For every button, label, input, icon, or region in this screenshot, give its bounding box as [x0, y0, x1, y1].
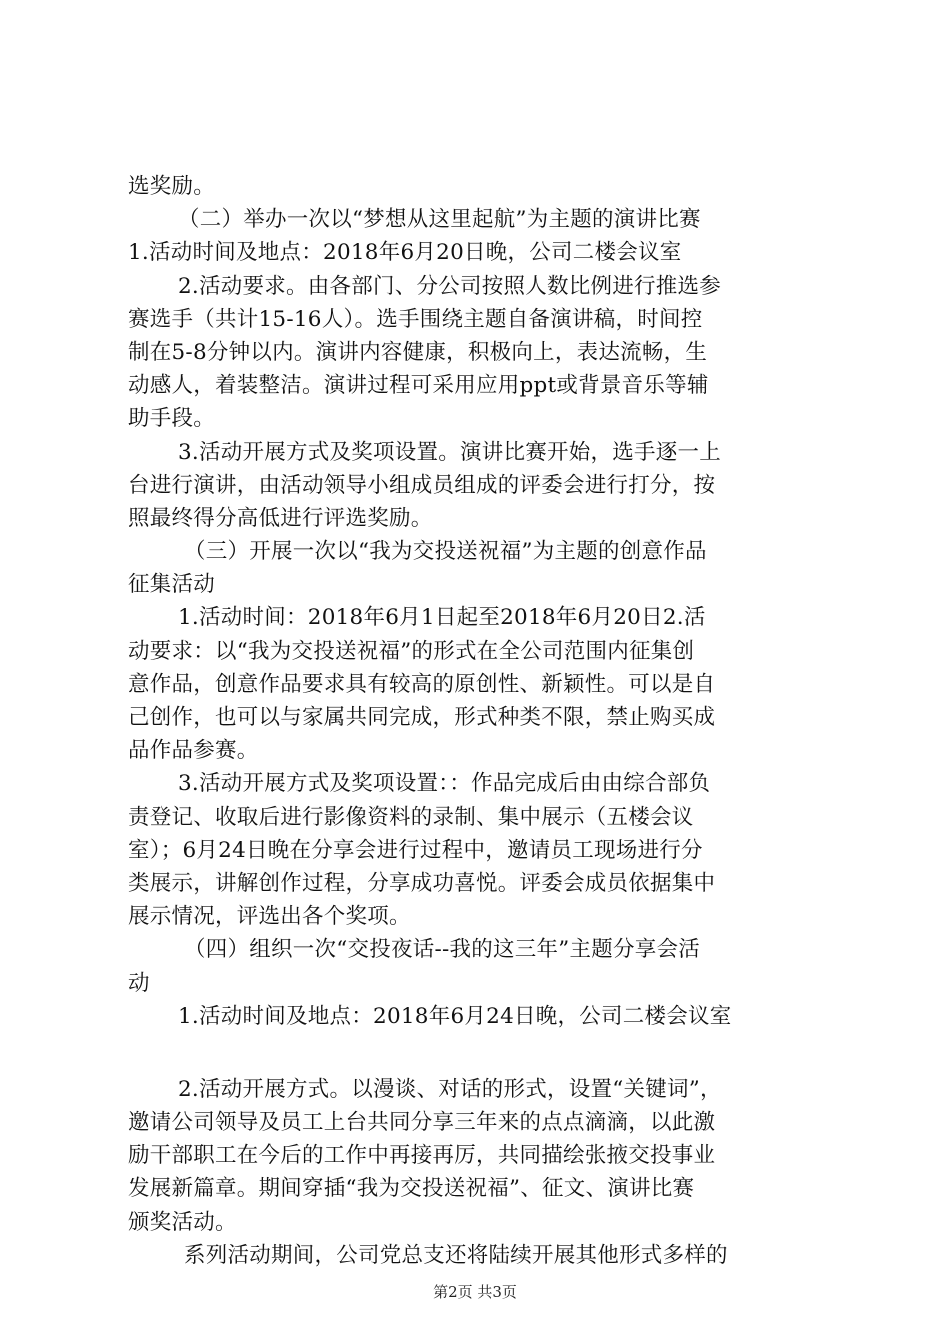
text-line: 品作品参赛。: [128, 738, 259, 764]
text-line: 台进行演讲，由活动领导小组成员组成的评委会进行打分，按: [128, 472, 716, 498]
text-line: 责登记、收取后进行影像资料的录制、集中展示（五楼会议: [128, 804, 694, 830]
text-line: 制在5-8分钟以内。演讲内容健康，积极向上，表达流畅，生: [128, 339, 708, 365]
text-line: 1.活动时间及地点：2018年6月24日晚，公司二楼会议室: [178, 1003, 732, 1029]
text-line: 展示情况，评选出各个奖项。: [128, 904, 411, 930]
text-line: 2.活动要求。由各部门、分公司按照人数比例进行推选参: [178, 273, 722, 299]
text-line: 发展新篇章。期间穿插“我为交投送祝福”、征文、演讲比赛: [128, 1176, 695, 1202]
text-line: 赛选手（共计15-16人）。选手围绕主题自备演讲稿，时间控: [128, 306, 703, 332]
text-line: 1.活动时间：2018年6月1日起至2018年6月20日2.活: [178, 605, 706, 631]
text-line: 动: [128, 970, 150, 996]
text-line: 征集活动: [128, 572, 216, 598]
text-line: 意作品，创意作品要求具有较高的原创性、新颖性。可以是自: [128, 671, 716, 697]
paragraph-gap: [128, 1033, 834, 1073]
text-line: 系列活动期间，公司党总支还将陆续开展其他形式多样的: [184, 1242, 728, 1268]
text-line: 己创作，也可以与家属共同完成，形式种类不限，禁止购买成: [128, 705, 716, 730]
text-line: 动感人，着装整洁。演讲过程可采用应用ppt或背景音乐等辅: [128, 373, 709, 399]
document-body: [128, 170, 834, 1272]
text-line: 室）；6月24日晚在分享会进行过程中，邀请员工现场进行分: [128, 837, 703, 863]
section-heading-4: （四）组织一次“交投夜话--我的这三年”主题分享会活: [184, 937, 701, 963]
text-line: 3.活动开展方式及奖项设置：：作品完成后由由综合部负: [178, 771, 711, 797]
text-line: 助手段。: [128, 406, 216, 432]
text-line: 励干部职工在今后的工作中再接再厉，共同描绘张掖交投事业: [128, 1143, 716, 1169]
text-line: 动要求：以“我为交投送祝福”的形式在全公司范围内征集创: [128, 638, 695, 664]
text-line: 1.活动时间及地点：2018年6月20日晚，公司二楼会议室: [128, 240, 682, 266]
text-line: 选奖励。: [128, 174, 216, 199]
text-line: 2.活动开展方式。以漫谈、对话的形式，设置“关键词”，: [178, 1076, 722, 1102]
text-line: 类展示，讲解创作过程，分享成功喜悦。评委会成员依据集中: [128, 870, 716, 896]
page-number: 第2页 共3页: [433, 1283, 517, 1301]
text-line: 照最终得分高低进行评选奖励。: [128, 505, 433, 531]
text-line: 颁奖活动。: [128, 1209, 237, 1235]
section-heading-2: （二）举办一次以“梦想从这里起航”为主题的演讲比赛: [178, 207, 701, 233]
text-line: 邀请公司领导及员工上台共同分享三年来的点点滴滴，以此激: [128, 1110, 716, 1136]
text-line: 3.活动开展方式及奖项设置。演讲比赛开始，选手逐一上: [178, 439, 722, 465]
section-heading-3: （三）开展一次以“我为交投送祝福”为主题的创意作品: [184, 539, 707, 565]
